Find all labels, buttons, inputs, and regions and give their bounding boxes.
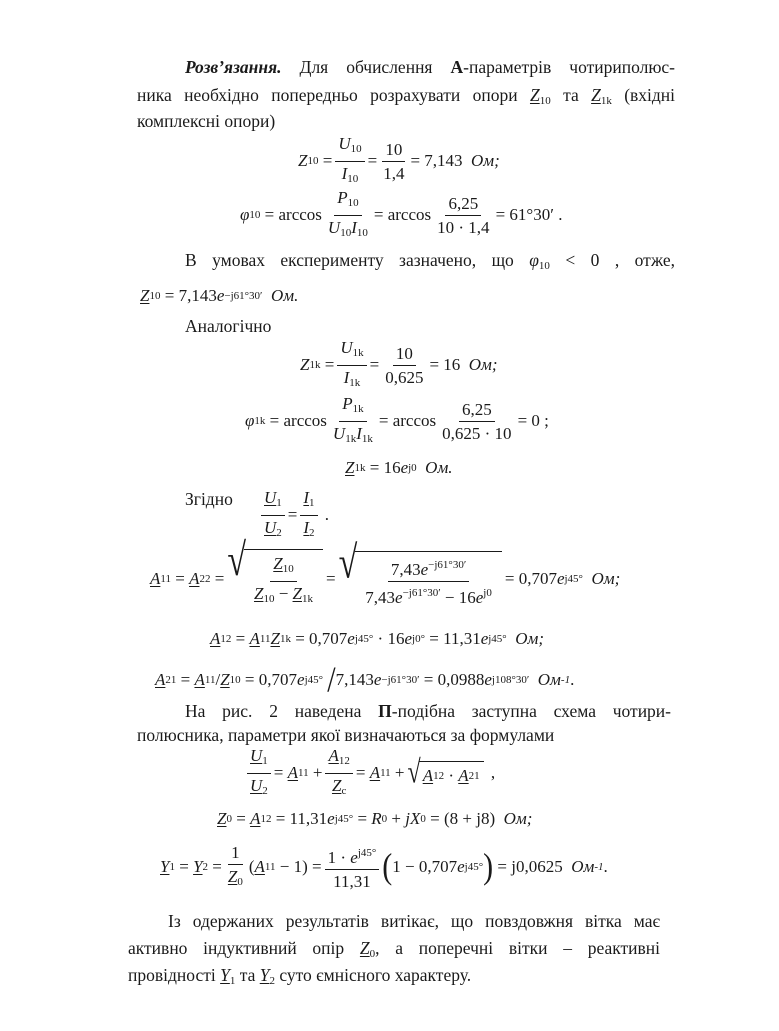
equation-transfer: $\frac{U_1}{U_2}$ = A 11 + $\frac{A_{12}}{Z_c}$ = A 11 + √ A 12 · A 21 ,	[244, 748, 495, 798]
according-label: Згідно	[185, 489, 233, 509]
equation-z10: Z 10 = $\frac{U_{10}}{I_{10}}$ = $\frac{10}{1,4}$ = 7,143 Ом;	[298, 133, 500, 185]
equation-z1k: Z 1k = $\frac{U_{1k}}{I_{1k}}$ = $\frac{10}{0,625}$ = 16 Ом;	[300, 337, 498, 389]
equation-phi1k: φ 1k = arccos $\frac{P_{1k}}{U_{1k}I_{1k}}$ = arccos $\frac{6,25}{0,625 \cdot 10}$ = 0 ;	[245, 393, 549, 445]
conclusion-line-3: провідності $Y_1$ та $Y_2$ суто ємнісного характеру.	[128, 965, 472, 987]
intro-line-2: ника необхідно попередньо розрахувати опори $Z_{10}$ та $Z_{1k}$ (вхідні	[137, 85, 676, 107]
intro-line-1: Розв’язання. Для обчислення А-параметрів чотириполюс-	[185, 57, 676, 77]
condition-line: В умовах експерименту зазначено, що $\varphi_{10} < 0$ , отже,	[185, 250, 676, 272]
figure-line-1: На рис. 2 наведена П-подібна заступна схема чотири-	[185, 701, 672, 721]
conclusion-line-2: активно індуктивний опір $Z_0$, а поперечні вітки – реактивні	[128, 938, 661, 960]
figure-number: 2	[269, 701, 278, 721]
solution-heading: Розв’язання.	[185, 57, 282, 77]
equation-z0: Z 0 = A 12 = 11,31 e j45° = R 0 + jX 0 = (8 + j8) Ом;	[217, 809, 533, 828]
equation-z10-complex: Z 10 = 7,143 e −j61°30′ Ом.	[140, 286, 299, 305]
intro-line-3: комплексні опори)	[137, 111, 276, 131]
similarly-label: Аналогічно	[185, 316, 272, 336]
equation-a21: A 21 = A 11 / Z 10 = 0,707 e j45° / 7,143 e −j61°30′ = 0,0988 e j108°30′ Ом -1 .	[155, 659, 575, 700]
figure-line-2: полюсника, параметри якої визначаються за формулами	[137, 725, 555, 745]
equation-phi10: φ 10 = arccos $\frac{P_{10}}{U_{10}I_{10}}$ = arccos $\frac{6,25}{10 \cdot 1,4}$ = 61°30′ .	[240, 187, 563, 239]
conclusion-line-1: Із одержаних результатів витікає, що повздовжня вітка має	[168, 911, 660, 931]
equation-y: Y 1 = Y 2 = $\frac{1}{Z_0}$ ( A 11 − 1) = $\frac{1 \cdot e^{j45^\circ}}{11,31}$ ( 1 − 0,707 e j45° ) = j0,0625 Ом -1 .	[160, 842, 608, 891]
equation-a12: A 12 = A 11 Z 1k = 0,707 e j45° · 16 e j0° = 11,31 e j45° Ом;	[210, 629, 545, 648]
equation-a11: A 11 = A 22 = √ $\frac{Z_{10}}{Z_{10} - Z_{1k}}$ = √ $\frac{7,43e^{-j61^\circ 30'}}{7,43e^{-j61^\circ 30'} - 16e^{j0}}$ = 0,707 e j45° Ом;	[150, 535, 621, 607]
equation-z1k-complex: Z 1k = 16 e j0 Ом.	[345, 458, 453, 477]
equation-ratio: $\frac{U_1}{U_2}$ = $\frac{I_1}{I_2}$ .	[258, 490, 329, 540]
